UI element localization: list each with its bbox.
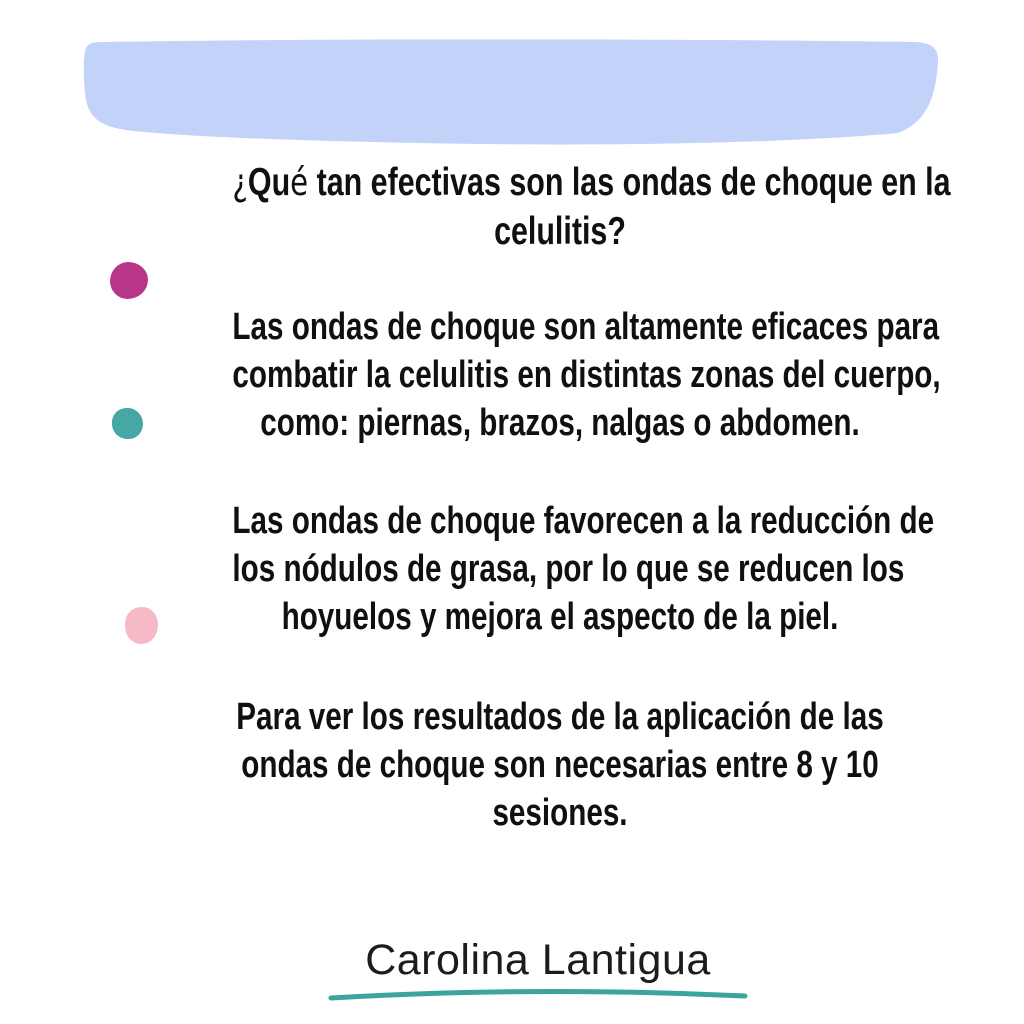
author-name: Carolina Lantigua [365,936,711,984]
title-accent-e: é [290,160,309,204]
bullet-dot-pink [125,607,158,644]
title-bold-part-2: tan efectivas son las ondas de choque en la celulitis? [316,161,951,253]
banner-blob [84,39,938,144]
title-bold-part-1: Qu [247,161,291,204]
paragraph-fat-nodules: Las ondas de choque favorecen a la reducción de los nódulos de grasa, por lo que se reducen los hoyuelos y mejora el aspecto de la piel. [232,500,935,638]
paragraph-efficacy-zones: Las ondas de choque son altamente eficaces para combatir la celulitis en distintas zonas del cuerpo, como: piernas, brazos, nalgas o abdomen. [232,306,941,444]
bullet-dot-teal [112,408,143,439]
page-title [232,158,951,256]
text-column [140,158,980,837]
title-inverted-question-mark: ¿ [232,160,248,204]
paragraph-sessions-needed: Para ver los resultados de la aplicación de las ondas de choque son necesarias entre 8 y 10 sesiones. [236,696,884,834]
banner-shape [0,0,1024,160]
author-underline [0,980,1024,1010]
underline-stroke [331,991,745,998]
